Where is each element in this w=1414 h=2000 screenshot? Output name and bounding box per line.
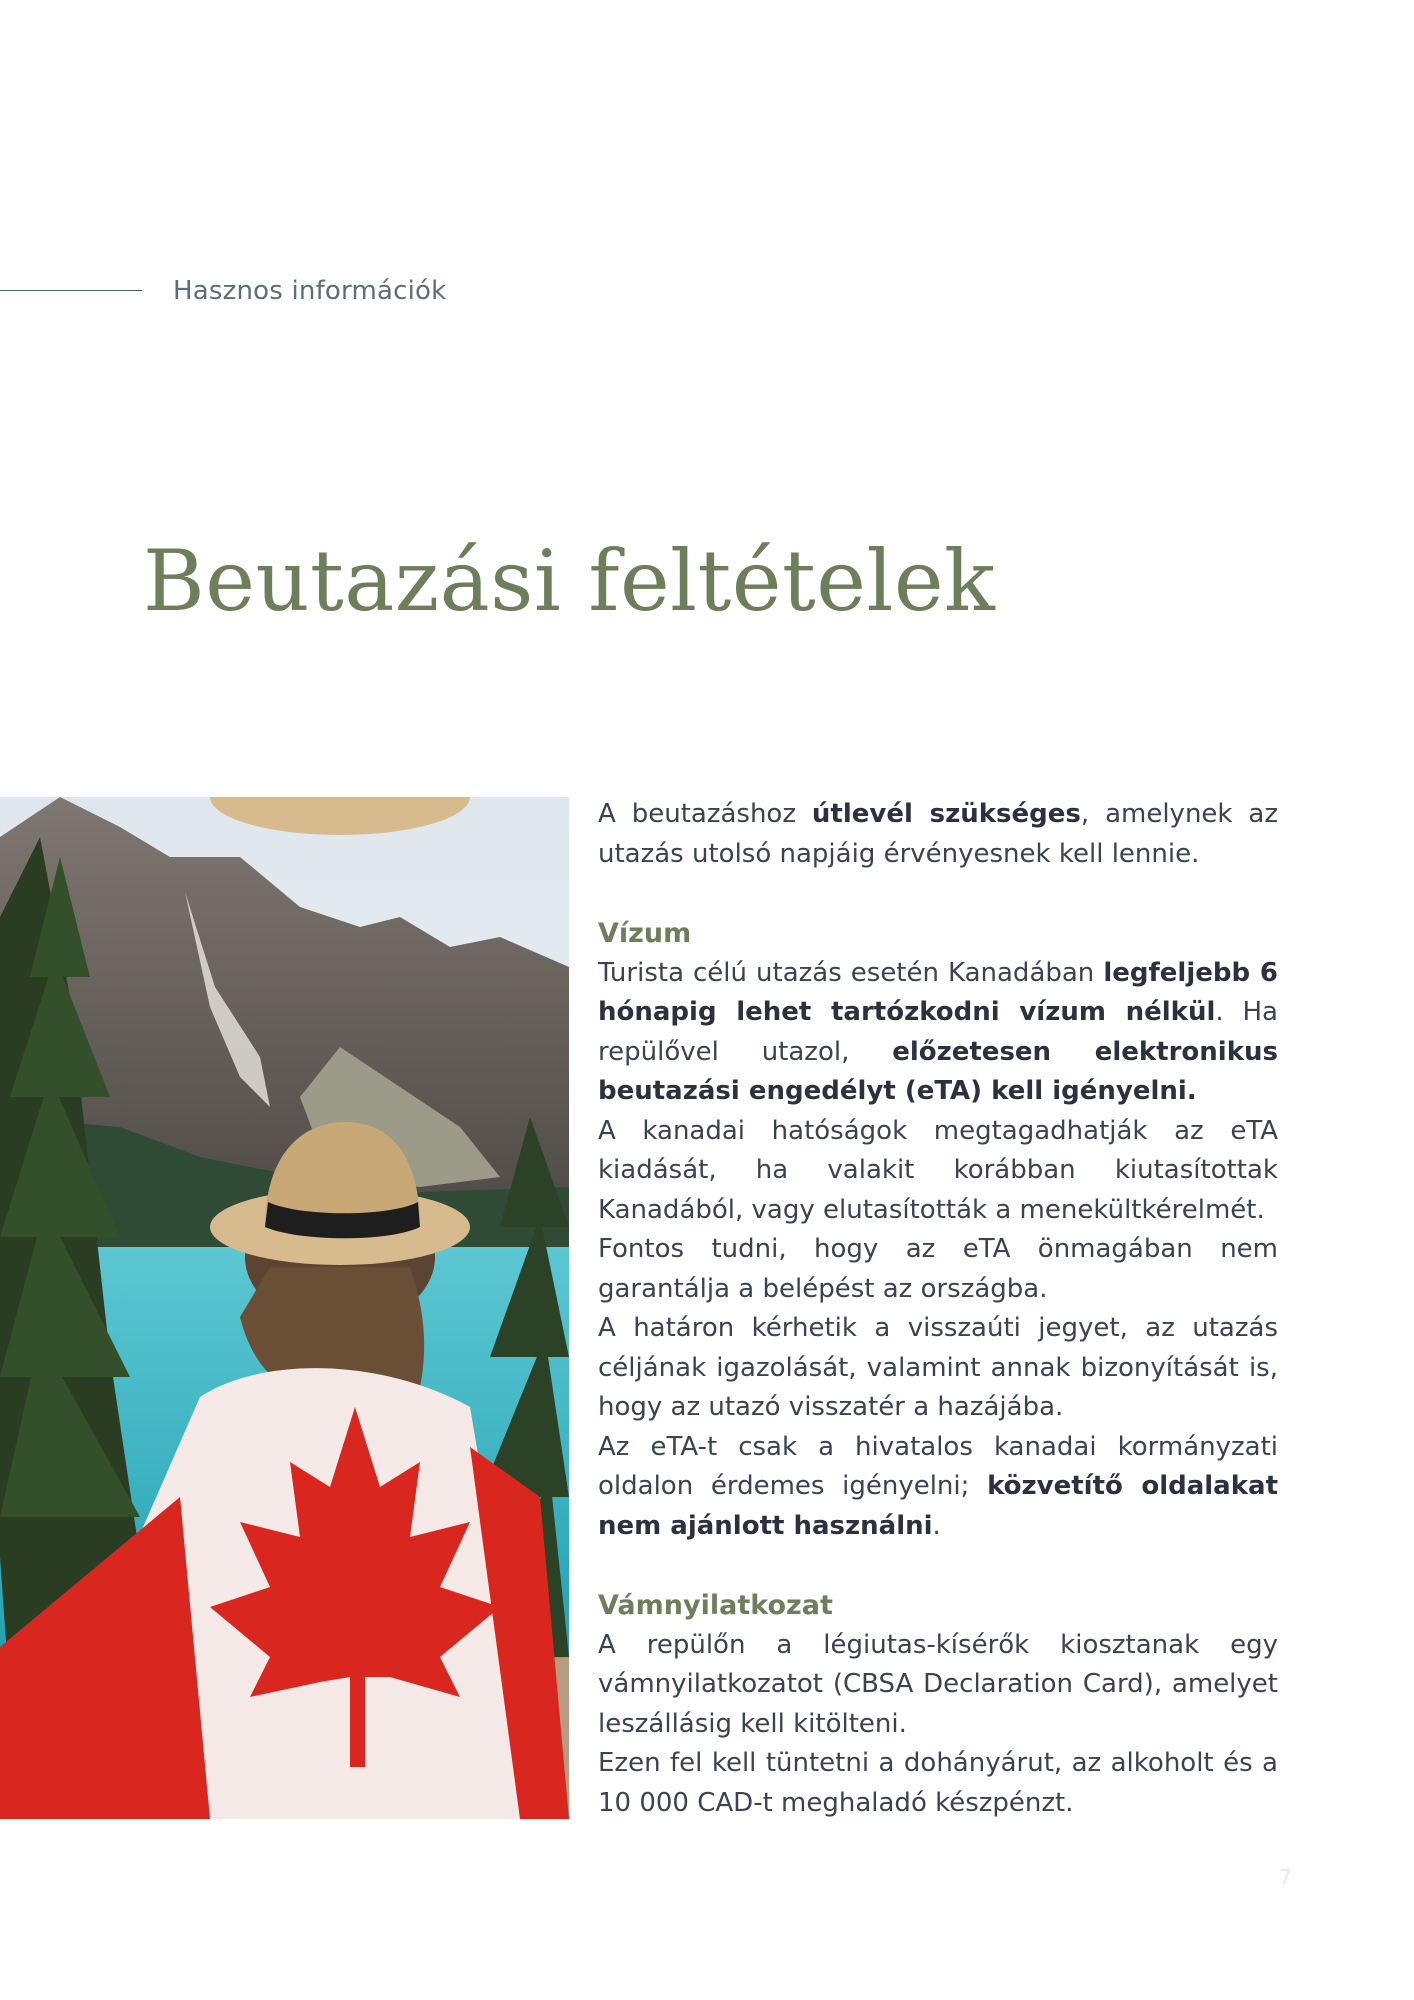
visa-paragraph-3: Fontos tudni, hogy az eTA önmagában nem garantálja a belépést az országba. bbox=[598, 1234, 1278, 1304]
page-number: 7 bbox=[1279, 1865, 1292, 1889]
visa-paragraph-5: Az eTA-t csak a hivatalos kanadai kormányzati oldalon érdemes igényelni; közvetítő oldalakat nem ajánlott használni. bbox=[598, 1431, 1278, 1541]
passport-required: útlevél szükséges bbox=[811, 799, 1081, 829]
visa-paragraph-4: A határon kérhetik a visszaúti jegyet, az utazás céljának igazolását, valamint annak bizonyítását is, hogy az utazó visszatér a hazájába. bbox=[598, 1313, 1278, 1422]
header-rule bbox=[0, 290, 142, 291]
visa-heading: Vízum bbox=[598, 918, 692, 949]
customs-paragraph-2: Ezen fel kell tüntetni a dohányárut, az alkoholt és a 10 000 CAD-t meghaladó készpénzt. bbox=[598, 1748, 1278, 1818]
page-title: Beutazási feltételek bbox=[143, 532, 996, 630]
customs-paragraph-1: A repülőn a légiutas-kísérők kiosztanak egy vámnyilatkozatot (CBSA Declaration Card), amelyet leszállásig kell kitölteni. bbox=[598, 1629, 1278, 1739]
visa-paragraph-2: A kanadai hatóságok megtagadhatják az eTA kiadását, ha valakit korábban kiutasítottak Kanadából, vagy elutasították a menekültkérelmét. bbox=[598, 1115, 1278, 1225]
text-column bbox=[598, 795, 1278, 1823]
intro-paragraph: A beutazáshoz útlevél szükséges, amelynek az utazás utolsó napjáig érvényesnek kell lennie. bbox=[598, 799, 1278, 869]
canada-flag-traveler-photo bbox=[0, 797, 569, 1819]
customs-heading: Vámnyilatkozat bbox=[598, 1590, 833, 1621]
section-label: Hasznos információk bbox=[173, 276, 447, 306]
visa-paragraph-1: Turista célú utazás esetén Kanadában legfeljebb 6 hónapig lehet tartózkodni vízum nélkül. Ha repülővel utazol, előzetesen elektronikus beutazási engedélyt (eTA) kell igényelni. bbox=[598, 957, 1278, 1106]
